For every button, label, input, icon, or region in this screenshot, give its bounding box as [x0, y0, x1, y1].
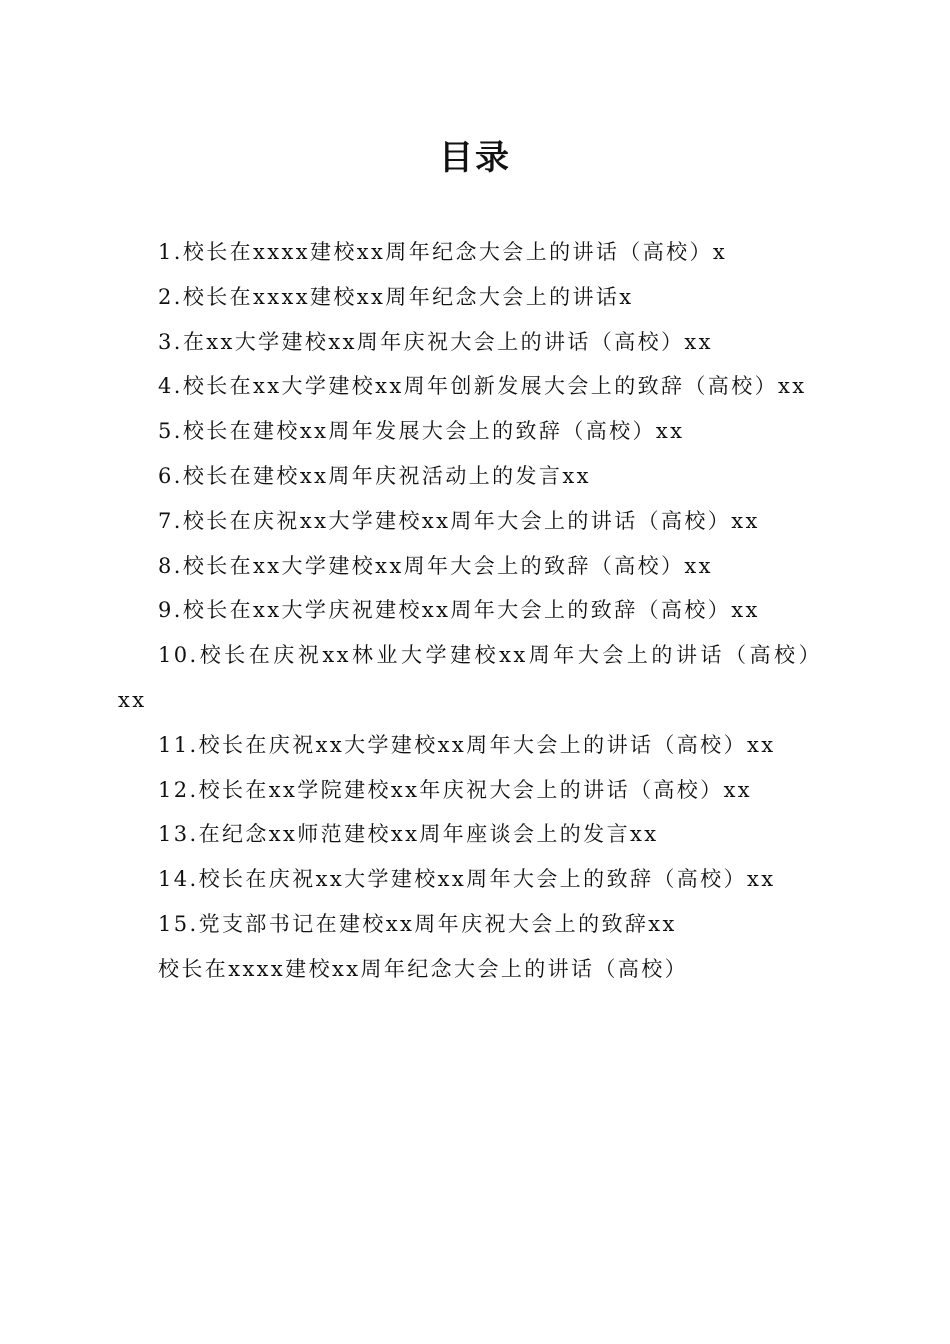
toc-item-7: 7.校长在庆祝xx大学建校xx周年大会上的讲话（高校）xx [158, 508, 760, 533]
next-section-heading: 校长在xxxx建校xx周年纪念大会上的讲话（高校） [158, 956, 689, 981]
toc-item-15: 15.党支部书记在建校xx周年庆祝大会上的致辞xx [158, 911, 677, 936]
table-of-contents [118, 230, 822, 992]
toc-item-5: 5.校长在建校xx周年发展大会上的致辞（高校）xx [158, 419, 685, 444]
toc-item-6: 6.校长在建校xx周年庆祝活动上的发言xx [158, 463, 591, 488]
toc-item-2: 2.校长在xxxx建校xx周年纪念大会上的讲话x [158, 284, 634, 309]
toc-item-10: 10.校长在庆祝xx林业大学建校xx周年大会上的讲话（高校）xx [118, 643, 822, 712]
toc-item-12: 12.校长在xx学院建校xx年庆祝大会上的讲话（高校）xx [158, 777, 753, 802]
toc-item-11: 11.校长在庆祝xx大学建校xx周年大会上的讲话（高校）xx [158, 732, 776, 757]
toc-item-3: 3.在xx大学建校xx周年庆祝大会上的讲话（高校）xx [158, 329, 713, 354]
toc-item-1: 1.校长在xxxx建校xx周年纪念大会上的讲话（高校）x [158, 240, 728, 264]
toc-item-8: 8.校长在xx大学建校xx周年大会上的致辞（高校）xx [158, 553, 713, 578]
toc-item-9: 9.校长在xx大学庆祝建校xx周年大会上的致辞（高校）xx [158, 598, 760, 623]
page-title: 目录 [439, 138, 511, 178]
toc-item-14: 14.校长在庆祝xx大学建校xx周年大会上的致辞（高校）xx [158, 867, 776, 892]
toc-item-13: 13.在纪念xx师范建校xx周年座谈会上的发言xx [158, 822, 659, 847]
toc-item-4: 4.校长在xx大学建校xx周年创新发展大会上的致辞（高校）xx [158, 374, 807, 399]
